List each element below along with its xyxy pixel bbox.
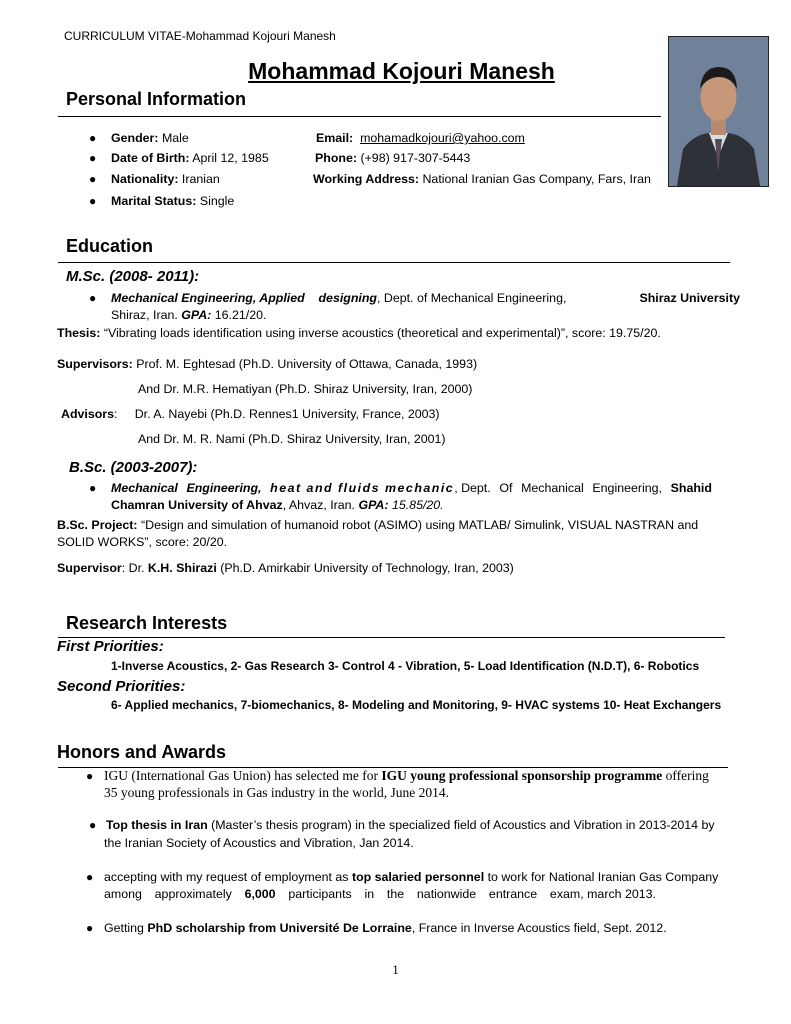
msc-heading: M.Sc. (2008- 2011): (66, 268, 200, 285)
bullet-icon: ● (89, 291, 97, 305)
dob-line: Date of Birth: April 12, 1985 (111, 151, 269, 165)
marital-line: Marital Status: Single (111, 194, 235, 208)
portrait-icon (669, 37, 768, 186)
document-header: CURRICULUM VITAE-Mohammad Kojouri Manesh (64, 29, 336, 43)
bullet-icon: ● (89, 131, 97, 145)
email-line: Email: mohamadkojouri@yahoo.com (316, 131, 525, 145)
page-number: 1 (392, 962, 399, 977)
bsc-supervisor-line: Supervisor: Dr. K.H. Shirazi (Ph.D. Amirkabir University of Technology, Iran, 2003) (57, 561, 514, 575)
second-priorities-list: 6- Applied mechanics, 7-biomechanics, 8- Modeling and Monitoring, 9- HVAC systems 10- Heat Exchangers (111, 698, 722, 712)
candidate-name: Mohammad Kojouri Manesh (248, 58, 555, 84)
honor-igu-line2: 35 young professionals in Gas industry in the world, June 2014. (104, 785, 449, 800)
second-priorities-label: Second Priorities: (57, 678, 186, 695)
msc-supervisor-line: Supervisors: Prof. M. Eghtesad (Ph.D. University of Ottawa, Canada, 1993) (57, 357, 478, 371)
section-title-honors: Honors and Awards (57, 742, 227, 762)
bullet-icon: ● (89, 172, 97, 186)
bullet-icon: ● (86, 769, 94, 783)
section-rule (58, 116, 661, 117)
bsc-project-line2: SOLID WORKS”, score: 20/20. (57, 535, 228, 549)
msc-advisor2-line: And Dr. M. R. Nami (Ph.D. Shiraz University, Iran, 2001) (138, 432, 446, 446)
profile-photo (668, 36, 769, 187)
honor-phd-line: Getting PhD scholarship from Université De Lorraine, France in Inverse Acoustics field, Sept. 2012. (104, 921, 667, 935)
bullet-icon: ● (86, 921, 94, 935)
section-title-personal: Personal Information (66, 89, 247, 109)
phone-line: Phone: (+98) 917-307-5443 (315, 151, 471, 165)
bullet-icon: ● (89, 194, 97, 208)
msc-supervisor2-line: And Dr. M.R. Hematiyan (Ph.D. Shiraz University, Iran, 2000) (138, 382, 473, 396)
address-line: Working Address: National Iranian Gas Company, Fars, Iran (313, 172, 651, 186)
honor-employment-line2: among approximately 6,000 participants in the nationwide entrance exam, march 2013. (104, 887, 656, 901)
bsc-heading: B.Sc. (2003-2007): (69, 459, 198, 476)
section-title-education: Education (66, 236, 154, 256)
section-title-research: Research Interests (66, 613, 228, 633)
msc-field-line: Mechanical Engineering, Applied designing, Dept. of Mechanical Engineering, Shiraz University (111, 291, 740, 305)
honor-employment-line: accepting with my request of employment as top salaried personnel to work for National Iranian Gas Company (104, 870, 719, 884)
bsc-project-line: B.Sc. Project: “Design and simulation of humanoid robot (ASIMO) using MATLAB/ Simulink, VISUAL NASTRAN and (57, 518, 699, 532)
honor-thesis-line2: the Iranian Society of Acoustics and Vibration, Jan 2014. (104, 836, 414, 850)
msc-gpa-line: Shiraz, Iran. GPA: 16.21/20. (111, 308, 267, 322)
bullet-icon: ● (86, 870, 94, 884)
email-link[interactable]: mohamadkojouri@yahoo.com (360, 131, 525, 145)
bullet-icon: ● (89, 481, 97, 495)
first-priorities-label: First Priorities: (57, 638, 164, 655)
nationality-line: Nationality: Iranian (111, 172, 220, 186)
bullet-icon: ● (89, 151, 97, 165)
bsc-field-line: Mechanical Engineering, heat and fluids mechanic, Dept. Of Mechanical Engineering, Shahid (111, 481, 712, 495)
honor-igu-line: IGU (International Gas Union) has selected me for IGU young professional sponsorship programme offering (104, 768, 709, 783)
section-rule (58, 262, 730, 263)
bsc-univ-line: Chamran University of Ahvaz, Ahvaz, Iran. GPA: 15.85/20. (111, 498, 444, 512)
honor-thesis-line: Top thesis in Iran (Master’s thesis program) in the specialized field of Acoustics and Vibration in 2013-2014 by (106, 818, 715, 832)
bullet-icon: ● (89, 818, 97, 832)
first-priorities-list: 1-Inverse Acoustics, 2- Gas Research 3- Control 4 - Vibration, 5- Load Identification (N.D.T), 6- Robotics (111, 659, 700, 673)
msc-thesis-line: Thesis: “Vibrating loads identification using inverse acoustics (theoretical and experimental)”, score: 19.75/20. (57, 326, 661, 340)
msc-advisor-line: Advisors: Dr. A. Nayebi (Ph.D. Rennes1 University, France, 2003) (61, 407, 440, 421)
gender-line: Gender: Male (111, 131, 189, 145)
